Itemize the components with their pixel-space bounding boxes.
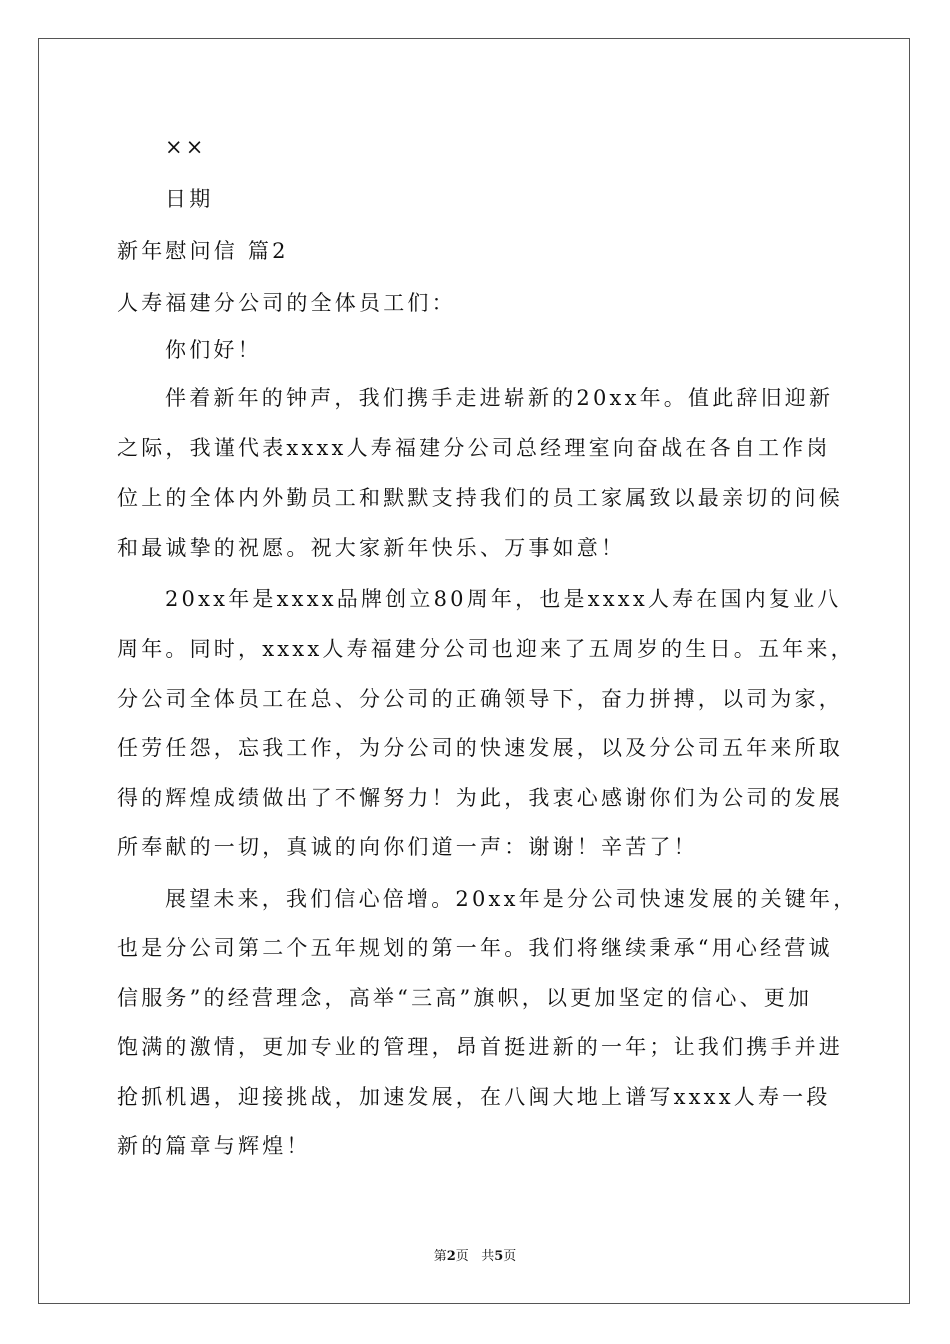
paragraph-3-line: 抢抓机遇，迎接挑战，加速发展，在八闽大地上谱写xxxx人寿一段 <box>117 1085 831 1109</box>
footer-total-suffix: 页 <box>503 1249 517 1264</box>
signature-date: 日期 <box>165 187 214 211</box>
paragraph-2-line: 所奉献的一切，真诚的向你们道一声：谢谢！辛苦了！ <box>117 835 698 859</box>
footer-page-suffix: 页 <box>455 1249 469 1264</box>
paragraph-2-line: 任劳任怨，忘我工作，为分公司的快速发展，以及分公司五年来所取 <box>117 736 843 760</box>
footer-total-prefix: 共 <box>481 1249 495 1264</box>
paragraph-3-line: 信服务”的经营理念，高举“三高”旗帜，以更加坚定的信心、更加 <box>117 986 813 1010</box>
paragraph-3-line: 饱满的激情，更加专业的管理，昂首挺进新的一年；让我们携手并进 <box>117 1035 843 1059</box>
paragraph-3-line: 也是分公司第二个五年规划的第一年。我们将继续秉承“用心经营诚 <box>117 936 833 960</box>
section-title: 新年慰问信 篇2 <box>117 239 289 263</box>
footer-page-number: 2 <box>446 1249 456 1264</box>
paragraph-3-line: 新的篇章与辉煌！ <box>117 1134 311 1158</box>
footer-page-prefix: 第 <box>433 1249 447 1264</box>
paragraph-1-line: 位上的全体内外勤员工和默默支持我们的员工家属致以最亲切的问候 <box>117 486 843 510</box>
paragraph-2-line: 20xx年是xxxx品牌创立80周年，也是xxxx人寿在国内复业八 <box>165 587 842 611</box>
paragraph-2-line: 得的辉煌成绩做出了不懈努力！为此，我衷心感谢你们为公司的发展 <box>117 786 843 810</box>
signature-name: ×× <box>165 135 207 159</box>
greeting: 你们好！ <box>165 338 262 362</box>
page-border <box>38 38 910 1304</box>
paragraph-2-line: 分公司全体员工在总、分公司的正确领导下，奋力拼搏，以司为家， <box>117 687 843 711</box>
paragraph-1-line: 伴着新年的钟声，我们携手走进崭新的20xx年。值此辞旧迎新 <box>165 386 834 410</box>
paragraph-3-line: 展望未来，我们信心倍增。20xx年是分公司快速发展的关键年， <box>165 887 858 911</box>
paragraph-1-line: 之际，我谨代表xxxx人寿福建分公司总经理室向奋战在各自工作岗 <box>117 436 831 460</box>
salutation: 人寿福建分公司的全体员工们： <box>117 291 456 315</box>
page-footer <box>0 1248 950 1266</box>
paragraph-2-line: 周年。同时，xxxx人寿福建分公司也迎来了五周岁的生日。五年来， <box>117 637 855 661</box>
paragraph-1-line: 和最诚挚的祝愿。祝大家新年快乐、万事如意！ <box>117 536 626 560</box>
footer-total-pages: 5 <box>494 1249 504 1264</box>
